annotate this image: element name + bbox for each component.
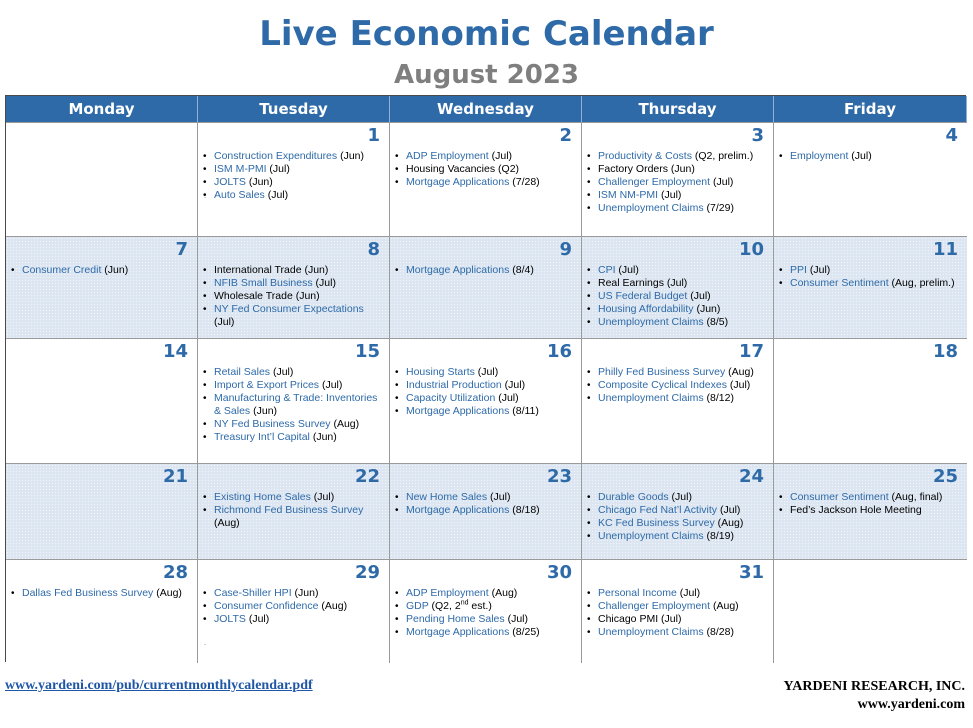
event-detail: (Jun) — [291, 587, 319, 599]
event-superscript: nd — [460, 599, 469, 607]
event-link[interactable]: Consumer Sentiment — [790, 277, 889, 289]
calendar-grid — [5, 95, 966, 662]
day-number: 8 — [367, 239, 380, 260]
event-item — [395, 491, 577, 504]
event-detail: (Jul) — [615, 264, 639, 276]
event-item — [779, 150, 963, 163]
day-number: 24 — [738, 466, 764, 487]
day-number: 7 — [175, 239, 188, 260]
day-number: 9 — [559, 239, 572, 260]
event-item — [203, 189, 385, 202]
event-list — [587, 264, 769, 329]
event-item — [587, 600, 769, 613]
event-link[interactable]: Consumer Credit — [22, 264, 102, 276]
day-cell — [390, 463, 582, 559]
stray-mark: . — [204, 638, 207, 647]
event-link[interactable]: Mortgage Applications — [406, 504, 510, 516]
event-list — [395, 587, 577, 639]
event-item — [779, 277, 963, 290]
day-number: 15 — [354, 341, 380, 362]
calendar-title: Live Economic Calendar — [259, 14, 714, 54]
event-list — [779, 491, 963, 517]
event-link[interactable]: Existing Home Sales — [214, 491, 311, 503]
day-number: 22 — [354, 466, 380, 487]
event-item — [395, 626, 577, 639]
event-item — [203, 176, 385, 189]
event-link[interactable]: Personal Income — [598, 587, 677, 599]
event-detail: (Jul) — [501, 379, 526, 391]
event-list — [395, 150, 577, 189]
event-detail: (Aug) — [710, 600, 739, 612]
event-link[interactable]: Capacity Utilization — [406, 392, 496, 404]
event-detail: (Jun) — [250, 405, 278, 417]
event-detail: (Jul) — [495, 392, 519, 404]
event-link[interactable]: Case-Shiller HPI — [214, 587, 292, 599]
event-link[interactable]: ISM NM-PMI — [598, 189, 659, 201]
event-link[interactable]: Unemployment Claims — [598, 626, 704, 638]
event-link[interactable]: ADP Employment — [406, 150, 489, 162]
day-number: 11 — [932, 239, 958, 260]
day-cell — [198, 463, 390, 559]
event-link[interactable]: Mortgage Applications — [406, 626, 510, 638]
event-detail: (Jun) — [101, 264, 129, 276]
day-number: 31 — [738, 562, 764, 583]
event-detail: (Jul) — [312, 277, 336, 289]
event-detail: (Jul) — [668, 491, 692, 503]
event-item — [779, 504, 963, 517]
event-link[interactable]: Durable Goods — [598, 491, 669, 503]
day-number: 10 — [738, 239, 764, 260]
day-cell — [774, 236, 967, 338]
event-item — [587, 176, 769, 189]
event-detail: (Jul) — [310, 491, 335, 503]
event-detail: (8/11) — [509, 405, 539, 417]
event-detail: (Aug) — [725, 366, 754, 378]
day-cell — [6, 236, 198, 338]
event-detail: (8/19) — [703, 530, 734, 542]
brand-site: www.yardeni.com — [857, 697, 965, 712]
event-link[interactable]: JOLTS — [214, 176, 246, 188]
day-number: 3 — [751, 125, 764, 146]
day-number: 21 — [162, 466, 188, 487]
weekday-header-tuesday: Tuesday — [198, 96, 390, 122]
day-cell — [6, 463, 198, 559]
event-detail: (Jul) — [676, 587, 701, 599]
event-detail: (8/18) — [509, 504, 540, 516]
event-detail: Real Earnings (Jul) — [598, 277, 688, 289]
event-item — [395, 392, 577, 405]
day-cell — [390, 122, 582, 236]
day-number: 1 — [367, 125, 380, 146]
event-detail: (Jul) — [270, 366, 294, 378]
event-item — [395, 600, 577, 613]
event-detail: (Jul) — [504, 613, 528, 625]
event-item — [587, 163, 769, 176]
event-detail: (Jul) — [658, 189, 682, 201]
event-link[interactable]: New Home Sales — [406, 491, 488, 503]
day-cell — [198, 122, 390, 236]
event-link[interactable]: Auto Sales — [214, 189, 265, 201]
event-detail: (Aug) — [330, 418, 360, 430]
event-list — [779, 264, 963, 290]
day-cell — [6, 122, 198, 236]
weekday-header-wednesday: Wednesday — [390, 96, 582, 122]
event-list — [203, 264, 385, 329]
day-cell — [6, 338, 198, 463]
event-item — [587, 202, 769, 215]
event-item — [395, 379, 577, 392]
event-detail: (Aug) — [214, 517, 240, 529]
event-link[interactable]: Industrial Production — [406, 379, 502, 391]
event-item — [779, 264, 963, 277]
calendar-pdf-link[interactable]: www.yardeni.com/pub/currentmonthlycalendar.pdf — [5, 678, 313, 693]
event-link[interactable]: Employment — [790, 150, 849, 162]
event-detail: (Aug, prelim.) — [888, 277, 955, 289]
event-item — [203, 613, 385, 626]
event-link[interactable]: GDP — [406, 600, 429, 612]
event-detail: (Jul) — [266, 163, 290, 175]
event-list — [395, 366, 577, 418]
stray-mark: . — [204, 191, 207, 200]
day-cell — [774, 122, 967, 236]
event-link[interactable]: ADP Employment — [406, 587, 489, 599]
event-detail: (Jun) — [309, 431, 337, 443]
event-item — [203, 150, 385, 163]
event-link[interactable]: Philly Fed Business Survey — [598, 366, 726, 378]
event-item — [779, 491, 963, 504]
event-detail: (Q2, 2 — [428, 600, 461, 612]
event-item — [587, 504, 769, 517]
event-item — [11, 587, 193, 600]
event-detail: (Jul) — [806, 264, 831, 276]
event-detail: (Jul) — [488, 150, 513, 162]
day-cell — [774, 559, 967, 663]
event-detail: (8/28) — [703, 626, 734, 638]
event-link[interactable]: NY Fed Business Survey — [214, 418, 331, 430]
event-link[interactable]: Construction Expenditures — [214, 150, 338, 162]
event-item — [203, 392, 385, 418]
event-detail: Chicago PMI (Jul) — [598, 613, 682, 625]
event-detail: (Jul) — [710, 176, 734, 188]
event-item — [395, 587, 577, 600]
day-cell — [6, 559, 198, 663]
event-list — [587, 587, 769, 639]
event-detail: (Jul) — [319, 379, 343, 391]
event-item — [203, 600, 385, 613]
event-link[interactable]: Manufacturing & Trade: Inventories & Sales — [214, 392, 378, 417]
day-cell — [582, 559, 774, 663]
event-link[interactable]: Mortgage Applications — [406, 405, 510, 417]
event-detail-suffix: est.) — [468, 600, 492, 612]
event-link[interactable]: KC Fed Business Survey — [598, 517, 715, 529]
event-detail: (Aug) — [488, 587, 518, 599]
event-item — [587, 517, 769, 530]
day-cell — [774, 463, 967, 559]
day-number: 28 — [162, 562, 188, 583]
event-detail: (Q2, prelim.) — [691, 150, 754, 162]
event-item — [587, 587, 769, 600]
event-link[interactable]: Composite Cyclical Indexes — [598, 379, 727, 391]
event-item — [203, 277, 385, 290]
day-number: 23 — [546, 466, 572, 487]
event-list — [587, 366, 769, 405]
day-cell — [582, 463, 774, 559]
event-detail: (Jul) — [487, 491, 511, 503]
day-cell — [582, 338, 774, 463]
event-item — [395, 366, 577, 379]
event-item — [203, 264, 385, 277]
event-detail: (Jun) — [245, 176, 273, 188]
event-list — [395, 264, 577, 277]
event-item — [587, 613, 769, 626]
event-detail: (8/4) — [509, 264, 534, 276]
event-item — [203, 303, 385, 329]
event-item — [587, 491, 769, 504]
event-link[interactable]: Dallas Fed Business Survey — [22, 587, 154, 599]
event-item — [203, 290, 385, 303]
event-detail: (Jul) — [214, 316, 235, 328]
day-cell — [390, 559, 582, 663]
event-item — [587, 189, 769, 202]
event-item — [203, 379, 385, 392]
event-link[interactable]: Housing Starts — [406, 366, 475, 378]
event-detail: Wholesale Trade (Jun) — [214, 290, 320, 302]
calendar-month: August 2023 — [393, 60, 580, 90]
day-cell — [198, 338, 390, 463]
event-link[interactable]: Unemployment Claims — [598, 392, 704, 404]
day-number: 4 — [945, 125, 958, 146]
event-detail: (Jul) — [264, 189, 289, 201]
event-item — [203, 491, 385, 504]
event-detail: (Jul) — [474, 366, 499, 378]
weekday-header-monday: Monday — [6, 96, 198, 122]
event-detail: (Aug) — [153, 587, 182, 599]
event-detail: Housing Vacancies (Q2) — [406, 163, 520, 175]
event-link[interactable]: Pending Home Sales — [406, 613, 505, 625]
event-item — [587, 530, 769, 543]
event-link[interactable]: Treasury Int’l Capital — [214, 431, 310, 443]
event-detail: (7/29) — [703, 202, 734, 214]
day-number: 25 — [932, 466, 958, 487]
day-number: 2 — [559, 125, 572, 146]
event-detail: (8/25) — [509, 626, 540, 638]
event-item — [587, 379, 769, 392]
event-item — [587, 316, 769, 329]
event-list — [203, 491, 385, 530]
event-link[interactable]: CPI — [598, 264, 616, 276]
event-link[interactable]: Unemployment Claims — [598, 316, 704, 328]
event-link[interactable]: US Federal Budget — [598, 290, 688, 302]
day-number: 18 — [932, 341, 958, 362]
event-item — [395, 405, 577, 418]
event-detail: (Aug) — [714, 517, 744, 529]
brand-name: YARDENI RESEARCH, INC. — [783, 679, 965, 694]
day-number: 30 — [546, 562, 572, 583]
event-list — [779, 150, 963, 163]
event-link[interactable]: Richmond Fed Business Survey — [214, 504, 364, 516]
event-detail: (8/12) — [703, 392, 734, 404]
event-detail: (Aug, final) — [888, 491, 943, 503]
day-number: 16 — [546, 341, 572, 362]
event-item — [587, 366, 769, 379]
event-item — [587, 264, 769, 277]
event-item — [203, 431, 385, 444]
event-item — [395, 504, 577, 517]
day-cell — [198, 236, 390, 338]
event-link[interactable]: Import & Export Prices — [214, 379, 320, 391]
day-number: 17 — [738, 341, 764, 362]
event-link[interactable]: Mortgage Applications — [406, 264, 510, 276]
event-item — [203, 587, 385, 600]
event-item — [203, 504, 385, 530]
event-link[interactable]: Retail Sales — [214, 366, 271, 378]
event-link[interactable]: ISM M-PMI — [214, 163, 267, 175]
event-detail: (8/5) — [703, 316, 729, 328]
event-item — [395, 176, 577, 189]
day-cell — [582, 122, 774, 236]
day-cell — [582, 236, 774, 338]
event-detail: (Jul) — [687, 290, 711, 302]
event-item — [587, 626, 769, 639]
day-cell — [390, 236, 582, 338]
event-item — [587, 150, 769, 163]
event-detail: Fed’s Jackson Hole Meeting — [790, 504, 922, 516]
event-detail: International Trade (Jun) — [214, 264, 329, 276]
event-detail: (Jul) — [848, 150, 872, 162]
event-item — [587, 290, 769, 303]
event-list — [203, 150, 385, 202]
day-number: 14 — [162, 341, 188, 362]
event-link[interactable]: PPI — [790, 264, 807, 276]
day-number: 29 — [354, 562, 380, 583]
event-link[interactable]: Unemployment Claims — [598, 530, 704, 542]
event-link[interactable]: NY Fed Consumer Expectations — [214, 303, 364, 315]
event-list — [203, 587, 385, 626]
event-detail: (Jul) — [245, 613, 270, 625]
event-link[interactable]: JOLTS — [214, 613, 246, 625]
event-detail: (Jul) — [726, 379, 751, 391]
event-item — [587, 303, 769, 316]
event-detail: (Jun) — [693, 303, 721, 315]
event-detail: (7/28) — [509, 176, 540, 188]
event-link[interactable]: Challenger Employment — [598, 600, 711, 612]
event-list — [587, 491, 769, 543]
event-detail: Factory Orders (Jun) — [598, 163, 695, 175]
event-item — [203, 366, 385, 379]
event-list — [203, 366, 385, 444]
event-list — [11, 264, 193, 277]
weekday-header-friday: Friday — [774, 96, 967, 122]
event-link[interactable]: Productivity & Costs — [598, 150, 692, 162]
event-link[interactable]: Challenger Employment — [598, 176, 711, 188]
event-detail: (Jul) — [717, 504, 741, 516]
brand-block — [783, 678, 965, 714]
event-item — [587, 392, 769, 405]
day-cell — [198, 559, 390, 663]
day-cell — [390, 338, 582, 463]
event-list — [395, 491, 577, 517]
event-item — [203, 163, 385, 176]
event-link[interactable]: Consumer Confidence — [214, 600, 319, 612]
day-cell — [774, 338, 967, 463]
event-item — [395, 264, 577, 277]
event-link[interactable]: NFIB Small Business — [214, 277, 313, 289]
event-list — [11, 587, 193, 600]
event-link[interactable]: Housing Affordability — [598, 303, 694, 315]
event-item — [11, 264, 193, 277]
weekday-header-thursday: Thursday — [582, 96, 774, 122]
event-detail: (Aug) — [318, 600, 348, 612]
event-item — [203, 418, 385, 431]
event-item — [587, 277, 769, 290]
event-item — [395, 613, 577, 626]
event-link[interactable]: Mortgage Applications — [406, 176, 510, 188]
event-list — [587, 150, 769, 215]
event-item — [395, 150, 577, 163]
event-link[interactable]: Consumer Sentiment — [790, 491, 889, 503]
event-item — [395, 163, 577, 176]
event-detail: (Jun) — [337, 150, 364, 162]
event-link[interactable]: Chicago Fed Nat’l Activity — [598, 504, 718, 516]
event-link[interactable]: Unemployment Claims — [598, 202, 704, 214]
